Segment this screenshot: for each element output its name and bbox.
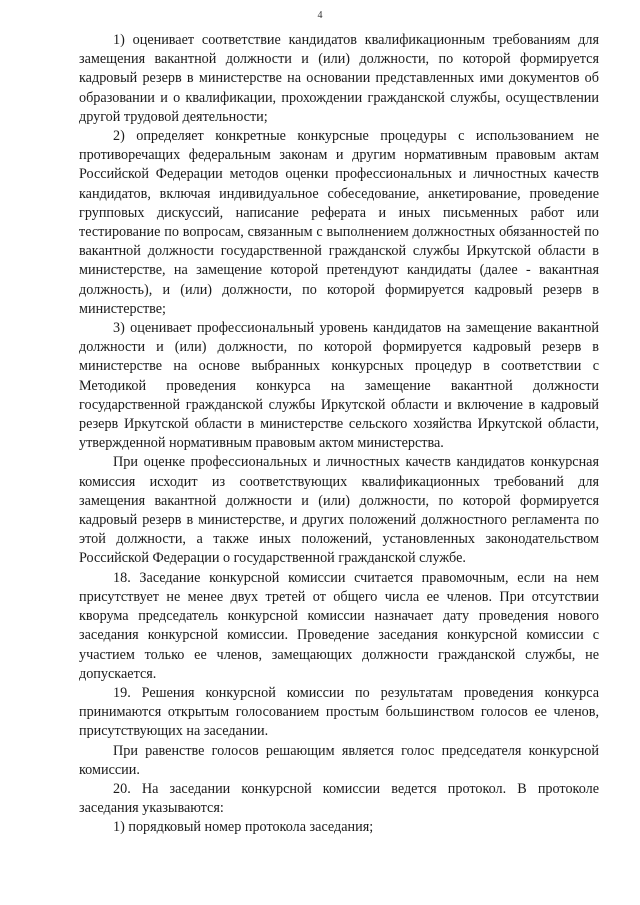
paragraph-item-3-professional-level: 3) оценивает профессиональный уровень кандидатов на замещение вакантной должности и (или) должности, по которой формируется кадровый резерв в министерстве на основе выбранных конкурсных процедур в соответствии с Методикой проведения конкурса на замещение вакантной должности государственной гражданской службы Иркутской области и включение в кадровый резерв Иркутской области в министерстве сельского хозяйства Иркутской области, утвержденной нормативным правовым актом министерства. [79, 320, 599, 452]
paragraph-protocol-item-1: 1) порядковый номер протокола заседания; [113, 819, 374, 836]
paragraph-section-18: 18. Заседание конкурсной комиссии считается правомочным, если на нем присутствует не менее двух третей от общего числа ее членов. При отсутствии кворума председатель конкурсной комиссии назначает дату проведения нового заседания конкурсной комиссии. Проведение заседания конкурсной комиссии с участием только ее членов, замещающих должности гражданской службы, не допускается. [79, 569, 599, 682]
paragraph-tie-vote: При равенстве голосов решающим является голос председателя конкурсной комиссии. [79, 742, 599, 778]
paragraph-section-19: 19. Решения конкурсной комиссии по результатам проведения конкурса принимаются открытым голосованием простым большинством голосов ее членов, присутствующих на заседании. [79, 684, 599, 740]
paragraph-item-1-assessment: 1) оценивает соответствие кандидатов квалификационным требованиям для замещения вакантной должности и (или) должности, по которой формируется кадровый резерв в министерстве на основании представленных ими документов об образовании и о квалификации, прохождении гражданской службы, осуществлении другой трудовой деятельности; [79, 32, 599, 125]
document-body [79, 31, 599, 838]
paragraph-evaluation-criteria: При оценке профессиональных и личностных качеств кандидатов конкурсная комиссия исходит из соответствующих квалификационных требований для замещения вакантной должности и (или) должности, по которой формируется кадровый резерв в министерстве, и других положений должностного регламента по этой должности, а также иных положений, установленных законодательством Российской Федерации о государственной гражданской службе. [79, 454, 599, 567]
paragraph-section-20: 20. На заседании конкурсной комиссии ведется протокол. В протоколе заседания указываются: [79, 780, 599, 817]
paragraph-item-2-procedures: 2) определяет конкретные конкурсные процедуры с использованием не противоречащих федеральным законам и другим нормативным правовым актам Российской Федерации методов оценки профессиональных и личностных качеств кандидатов, включая индивидуальное собеседование, анкетирование, проведение групповых дискуссий, написание реферата и иных письменных работ или тестирование по вопросам, связанным с выполнением должностных обязанностей по вакантной должности государственной гражданской службы Иркутской области в министерстве, на замещение которой претендуют кандидаты (далее - вакантная должность), и (или) должности, по которой формируется кадровый резерв в министерстве; [79, 128, 599, 317]
page-number: 4 [317, 10, 323, 21]
